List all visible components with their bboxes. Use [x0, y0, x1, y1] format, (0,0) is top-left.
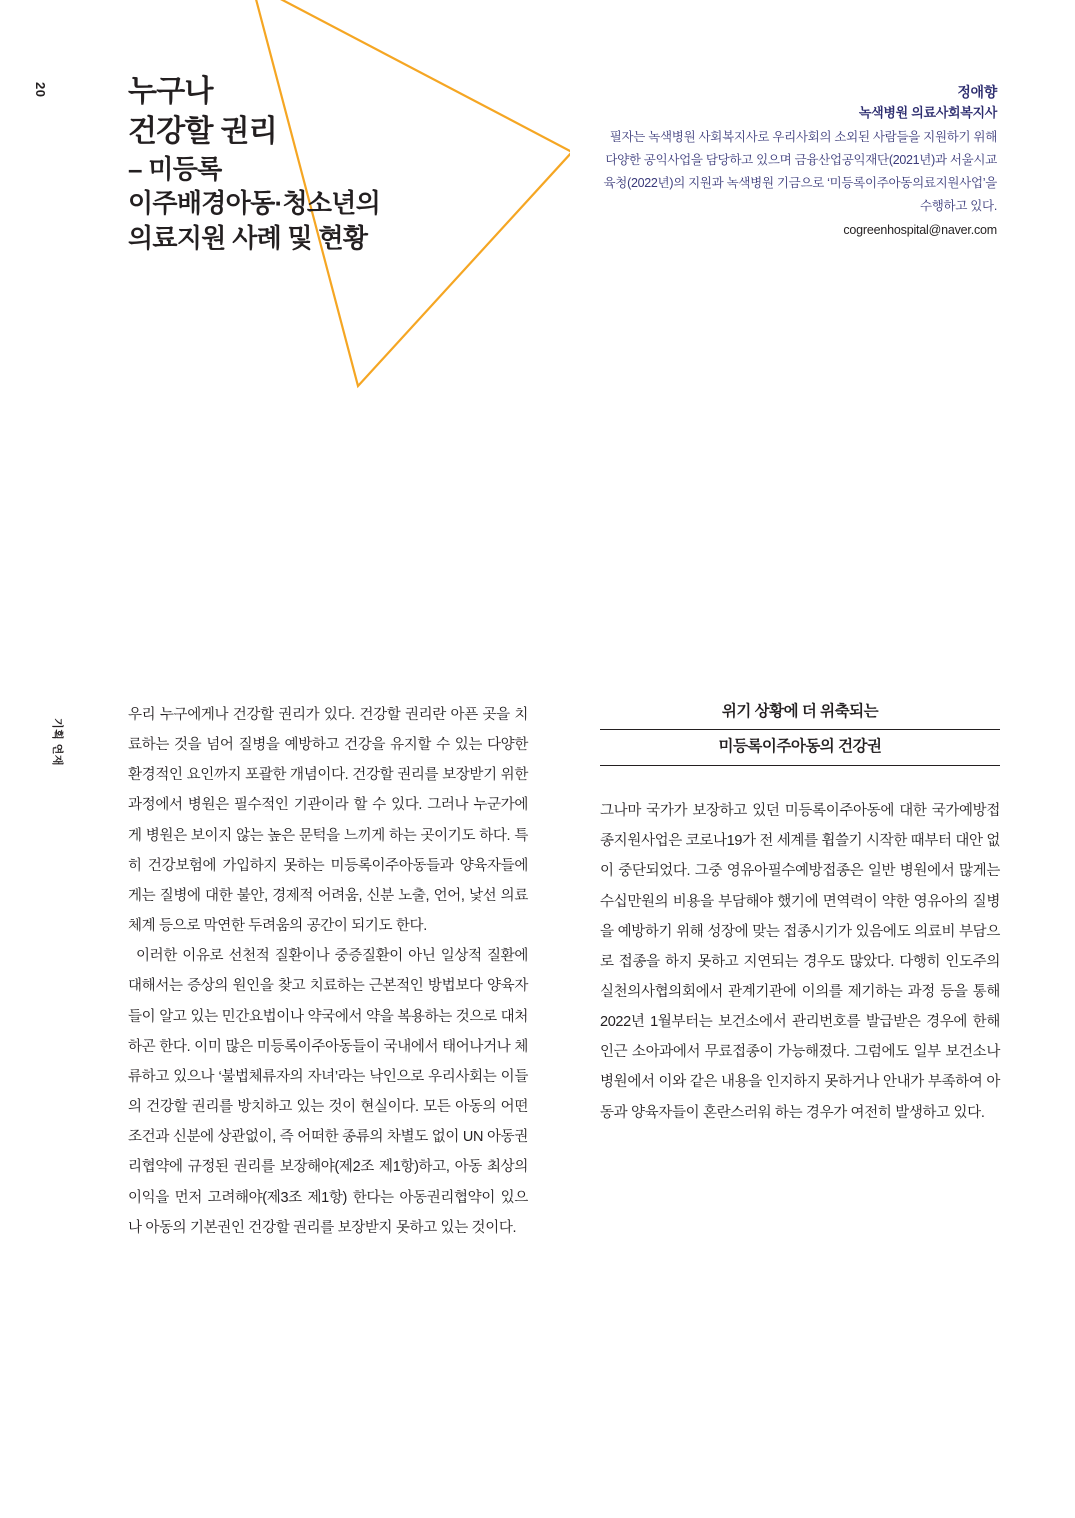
side-running-head: 기획 연재 [51, 718, 63, 767]
section-heading-line-1: 위기 상황에 더 위축되는 [721, 703, 879, 720]
article-title [128, 72, 588, 256]
title-line-2: 건강할 권리 [128, 114, 278, 148]
author-role: 녹색병원 의료사회복지사 [858, 105, 997, 120]
title-line-5: 의료지원 사례 및 현황 [128, 222, 368, 253]
section-heading-line-2: 미등록이주아동의 건강권 [718, 738, 882, 756]
body-column-right [600, 700, 1000, 1128]
paragraph: 그나마 국가가 보장하고 있던 미등록이주아동에 대한 국가예방접종지원사업은 코로나19가 전 세계를 휩쓸기 시작한 때부터 대안 없이 중단되었다. 그중 영유아필수예방접종은 일반 병원에서 많게는 수십만원의 비용을 부담해야 했기에 면역력이 약한 영유아의 질병을 예방하기 위해 성장에 맞는 접종시기가 있음에도 의료비 부담으로 접종을 하지 못하고 지연되는 경우도 많았다. 다행히 인도주의실천의사협의회에서 관계기관에 이의를 제기하는 과정 등을 통해 2022년 1월부터는 보건소에서 관리번호를 발급받은 경우에 한해 인근 소아과에서 무료접종이 가능해졌다. 그럼에도 일부 보건소나 병원에서 이와 같은 내용을 인지하지 못하거나 안내가 부족하여 아동과 양육자들이 혼란스러워 하는 경우가 여전히 발생하고 있다. [600, 803, 1000, 1121]
section-heading-rule-bottom [600, 765, 1000, 766]
author-email: cogreenhospital@naver.com [843, 223, 997, 238]
paragraph: 이러한 이유로 선천적 질환이나 중증질환이 아닌 일상적 질환에 대해서는 증상의 원인을 찾고 치료하는 근본적인 방법보다 양육자들이 알고 있는 민간요법이나 약국에서 약을 복용하는 것으로 대처하곤 한다. 이미 많은 미등록이주아동들이 국내에서 태어나거나 체류하고 있으나 ‘불법체류자의 자녀’라는 낙인으로 우리사회는 이들의 건강할 권리를 방치하고 있는 것이 현실이다. 모든 아동의 어떤 조건과 신분에 상관없이, 즉 어떠한 종류의 차별도 없이 UN 아동권리협약에 규정된 권리를 보장해야(제2조 제1항)하고, 아동 최상의 이익을 먼저 고려해야(제3조 제1항) 한다는 아동권리협약이 있으나 아동의 기본권인 건강할 권리를 보장받지 못하고 있는 것이다. [128, 948, 528, 1236]
title-line-4: 이주배경아동·청소년의 [128, 188, 381, 219]
author-block [597, 82, 997, 243]
title-line-1: 누구나 [128, 75, 213, 108]
section-heading [600, 700, 1000, 766]
section-heading-rule-top [600, 729, 1000, 730]
paragraph: 우리 누구에게나 건강할 권리가 있다. 건강할 권리란 아픈 곳을 치료하는 것을 넘어 질병을 예방하고 건강을 유지할 수 있는 다양한 환경적인 요인까지 포괄한 개념이다. 건강할 권리를 보장받기 위한 과정에서 병원은 필수적인 기관이라 할 수 있다. 그러나 누군가에게 병원은 보이지 않는 높은 문턱을 느끼게 하는 곳이기도 하다. 특히 건강보험에 가입하지 못하는 미등록이주아동들과 양육자들에게는 질병에 대한 불안, 경제적 어려움, 신분 노출, 언어, 낯선 의료체계 등으로 막연한 두려움의 공간이 되기도 한다. [128, 707, 528, 935]
author-name: 정애향 [957, 84, 997, 100]
title-line-3: – 미등록 [128, 153, 222, 184]
right-column-body [600, 796, 1000, 1128]
page-number: 20 [33, 82, 48, 98]
author-description: 필자는 녹색병원 사회복지사로 우리사회의 소외된 사람들을 지원하기 위해 다양한 공익사업을 담당하고 있으며 금융산업공익재단(2021년)과 서울시교육청(2022년)의 지원과 녹색병원 기금으로 ‘미등록이주아동의료지원사업’을 수행하고 있다. [603, 129, 997, 214]
body-column-left [128, 700, 528, 1243]
